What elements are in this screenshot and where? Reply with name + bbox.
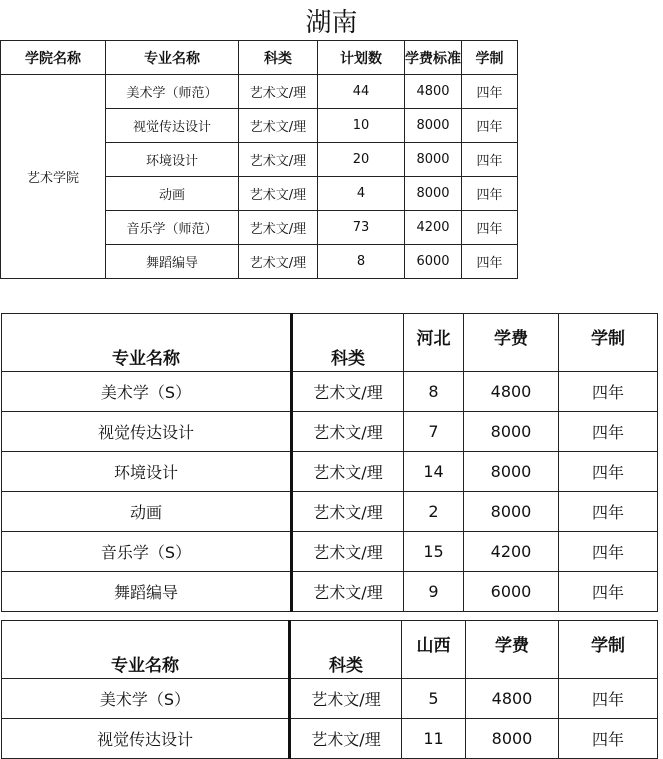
cell-tuition: 8000 [405, 143, 462, 177]
cell-category: 艺术文/理 [292, 412, 404, 452]
cell-tuition: 4200 [405, 211, 462, 245]
table-row [2, 532, 658, 572]
cell-duration: 四年 [462, 75, 518, 109]
header-category: 科类 [292, 314, 404, 372]
cell-category: 艺术文/理 [239, 143, 318, 177]
cell-category: 艺术文/理 [290, 679, 402, 719]
cell-major: 音乐学（师范） [106, 211, 239, 245]
hunan-title: 湖南 [305, 8, 358, 38]
cell-plan: 8 [318, 245, 405, 279]
header-tuition: 学费 [466, 621, 559, 679]
cell-tuition: 4800 [464, 372, 559, 412]
cell-tuition: 8000 [464, 412, 559, 452]
cell-category: 艺术文/理 [239, 211, 318, 245]
cell-category: 艺术文/理 [292, 372, 404, 412]
cell-plan: 5 [402, 679, 466, 719]
cell-duration: 四年 [559, 572, 658, 612]
cell-tuition: 8000 [466, 719, 559, 759]
cell-major: 舞蹈编导 [106, 245, 239, 279]
cell-plan: 11 [402, 719, 466, 759]
cell-plan: 8 [404, 372, 464, 412]
cell-duration: 四年 [559, 372, 658, 412]
header-duration: 学制 [462, 41, 518, 75]
cell-category: 艺术文/理 [292, 452, 404, 492]
cell-plan: 7 [404, 412, 464, 452]
cell-duration: 四年 [559, 679, 658, 719]
table-row [2, 679, 658, 719]
cell-duration: 四年 [559, 719, 658, 759]
cell-major: 视觉传达设计 [106, 109, 239, 143]
cell-major: 音乐学（S） [2, 532, 292, 572]
cell-tuition: 4200 [464, 532, 559, 572]
header-category: 科类 [239, 41, 318, 75]
cell-tuition: 4800 [466, 679, 559, 719]
cell-duration: 四年 [559, 452, 658, 492]
header-tuition: 学费标准 [405, 41, 462, 75]
cell-tuition: 8000 [464, 492, 559, 532]
cell-plan: 20 [318, 143, 405, 177]
hunan-table [0, 40, 518, 279]
cell-category: 艺术文/理 [239, 177, 318, 211]
cell-duration: 四年 [462, 109, 518, 143]
cell-category: 艺术文/理 [292, 572, 404, 612]
table-row [2, 572, 658, 612]
cell-major: 环境设计 [2, 452, 292, 492]
cell-plan: 10 [318, 109, 405, 143]
cell-category: 艺术文/理 [292, 492, 404, 532]
header-plan: 计划数 [318, 41, 405, 75]
cell-major: 美术学（师范） [106, 75, 239, 109]
cell-duration: 四年 [462, 143, 518, 177]
header-duration: 学制 [559, 314, 658, 372]
table-header-row [2, 314, 658, 372]
cell-category: 艺术文/理 [239, 245, 318, 279]
cell-plan: 44 [318, 75, 405, 109]
cell-major: 视觉传达设计 [2, 412, 292, 452]
cell-tuition: 8000 [405, 109, 462, 143]
table-row [2, 452, 658, 492]
cell-category: 艺术文/理 [290, 719, 402, 759]
cell-major: 美术学（S） [2, 679, 290, 719]
table-header-row [1, 41, 518, 75]
table-row [2, 719, 658, 759]
table-row [2, 372, 658, 412]
header-tuition: 学费 [464, 314, 559, 372]
cell-duration: 四年 [462, 211, 518, 245]
cell-major: 动画 [106, 177, 239, 211]
header-category: 科类 [290, 621, 402, 679]
table-row [1, 75, 518, 109]
cell-duration: 四年 [462, 177, 518, 211]
cell-major: 美术学（S） [2, 372, 292, 412]
cell-plan: 14 [404, 452, 464, 492]
table-header-row [2, 621, 658, 679]
cell-tuition: 4800 [405, 75, 462, 109]
table-row [2, 492, 658, 532]
cell-plan: 2 [404, 492, 464, 532]
cell-tuition: 6000 [464, 572, 559, 612]
cell-category: 艺术文/理 [292, 532, 404, 572]
cell-plan: 73 [318, 211, 405, 245]
cell-duration: 四年 [559, 412, 658, 452]
cell-major: 动画 [2, 492, 292, 532]
header-major: 专业名称 [2, 621, 290, 679]
cell-category: 艺术文/理 [239, 109, 318, 143]
table-row [2, 412, 658, 452]
cell-duration: 四年 [559, 532, 658, 572]
header-major: 专业名称 [2, 314, 292, 372]
cell-plan: 15 [404, 532, 464, 572]
header-college: 学院名称 [1, 41, 106, 75]
cell-tuition: 8000 [464, 452, 559, 492]
header-duration: 学制 [559, 621, 658, 679]
cell-duration: 四年 [559, 492, 658, 532]
cell-major: 环境设计 [106, 143, 239, 177]
cell-plan: 4 [318, 177, 405, 211]
header-major: 专业名称 [106, 41, 239, 75]
cell-category: 艺术文/理 [239, 75, 318, 109]
shanxi-table [1, 620, 658, 759]
cell-duration: 四年 [462, 245, 518, 279]
cell-major: 视觉传达设计 [2, 719, 290, 759]
cell-plan: 9 [404, 572, 464, 612]
cell-college: 艺术学院 [1, 75, 106, 279]
header-plan-shanxi: 山西 [402, 621, 466, 679]
cell-tuition: 8000 [405, 177, 462, 211]
cell-major: 舞蹈编导 [2, 572, 292, 612]
header-plan-hebei: 河北 [404, 314, 464, 372]
cell-tuition: 6000 [405, 245, 462, 279]
hebei-table [1, 313, 658, 612]
